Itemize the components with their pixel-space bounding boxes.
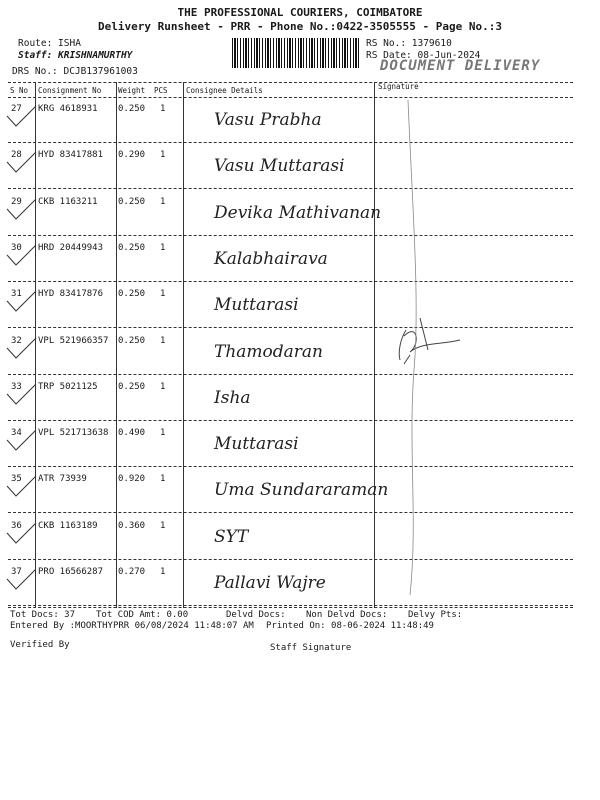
row-consignment-no: HRD 20449943 — [38, 243, 104, 253]
col-weight: Weight — [118, 86, 146, 95]
row-sno: 27 — [11, 104, 22, 114]
row-pcs: 1 — [160, 289, 166, 299]
row-weight: 0.360 — [118, 521, 146, 531]
row-consignee-name: Muttarasi — [214, 434, 299, 454]
row-weight: 0.920 — [118, 474, 146, 484]
row-consignment-no: VPL 521713638 — [38, 428, 109, 438]
row-weight: 0.250 — [118, 104, 146, 114]
total-docs: Tot Docs: 37 — [10, 610, 76, 620]
row-consignee-name: Vasu Prabha — [214, 110, 322, 130]
row-sno: 34 — [11, 428, 22, 438]
row-pcs: 1 — [160, 567, 166, 577]
row-pcs: 1 — [160, 382, 166, 392]
rs-number: RS No.: 1379610 — [366, 38, 452, 49]
row-weight: 0.250 — [118, 289, 146, 299]
rs-date: RS Date: 08-Jun-2024 — [366, 50, 481, 61]
row-pcs: 1 — [160, 243, 166, 253]
signature-stroke — [408, 100, 416, 595]
row-weight: 0.290 — [118, 150, 146, 160]
col-consignment: Consignment No — [38, 86, 102, 95]
row-sno: 33 — [11, 382, 22, 392]
row-consignee-name: Uma Sundararaman — [214, 480, 389, 500]
row-pcs: 1 — [160, 521, 166, 531]
signature-scribble — [399, 318, 460, 364]
row-sno: 35 — [11, 474, 22, 484]
company-title: THE PROFESSIONAL COURIERS, COIMBATORE — [177, 6, 423, 19]
row-consignment-no: PRO 16566287 — [38, 567, 104, 577]
col-signature: Signature — [378, 82, 419, 91]
drs-number: DRS No.: DCJB137961003 — [12, 66, 138, 77]
row-consignment-no: HYD 83417881 — [38, 150, 104, 160]
row-sno: 37 — [11, 567, 22, 577]
col-sno: S No — [10, 86, 29, 95]
col-consignee-details: Consignee Details — [186, 86, 263, 95]
row-consignee-name: Pallavi Wajre — [214, 573, 326, 593]
row-pcs: 1 — [160, 104, 166, 114]
row-weight: 0.250 — [118, 336, 146, 346]
row-pcs: 1 — [160, 474, 166, 484]
row-consignee-name: Kalabhairava — [214, 249, 328, 269]
row-pcs: 1 — [160, 428, 166, 438]
row-sno: 29 — [11, 197, 22, 207]
row-weight: 0.250 — [118, 243, 146, 253]
staff-label: Staff: KRISHNAMURTHY — [18, 50, 133, 61]
non-delivered-docs: Non Delvd Docs: — [306, 610, 388, 620]
row-consignment-no: CKB 1163189 — [38, 521, 98, 531]
row-consignee-name: Isha — [214, 388, 251, 408]
verified-by: Verified By — [10, 640, 70, 650]
row-consignee-name: Devika Mathivanan — [214, 203, 382, 223]
route-label: Route: ISHA — [18, 38, 81, 49]
footer-rule — [8, 607, 573, 608]
total-cod: Tot COD Amt: 0.00 — [96, 610, 189, 620]
row-weight: 0.250 — [118, 197, 146, 207]
row-sno: 36 — [11, 521, 22, 531]
row-consignee-name: Thamodaran — [214, 342, 324, 362]
delivery-points: Delvy Pts: — [408, 610, 463, 620]
row-consignment-no: KRG 4618931 — [38, 104, 98, 114]
delivered-docs: Delvd Docs: — [226, 610, 286, 620]
document-delivery-stamp: DOCUMENT DELIVERY — [380, 58, 541, 74]
row-consignment-no: HYD 83417876 — [38, 289, 104, 299]
row-sno: 31 — [11, 289, 22, 299]
row-pcs: 1 — [160, 150, 166, 160]
printed-on: Printed On: 08-06-2024 11:48:49 — [266, 621, 434, 631]
row-consignee-name: SYT — [214, 527, 249, 547]
row-pcs: 1 — [160, 197, 166, 207]
row-pcs: 1 — [160, 336, 166, 346]
row-sno: 28 — [11, 150, 22, 160]
row-consignee-name: Vasu Muttarasi — [214, 156, 345, 176]
row-weight: 0.490 — [118, 428, 146, 438]
row-weight: 0.270 — [118, 567, 146, 577]
runsheet-subtitle: Delivery Runsheet - PRR - Phone No.:0422-3505555 - Page No.:3 — [98, 20, 502, 33]
row-sno: 30 — [11, 243, 22, 253]
staff-signature: Staff Signature — [270, 643, 352, 653]
row-weight: 0.250 — [118, 382, 146, 392]
row-consignment-no: TRP 5021125 — [38, 382, 98, 392]
col-pcs: PCS — [154, 86, 168, 95]
row-consignment-no: ATR 73939 — [38, 474, 87, 484]
row-sno: 32 — [11, 336, 22, 346]
row-consignment-no: VPL 521966357 — [38, 336, 109, 346]
row-consignment-no: CKB 1163211 — [38, 197, 98, 207]
entered-by: Entered By :MOORTHYPRR 06/08/2024 11:48:07 AM — [10, 621, 254, 631]
row-consignee-name: Muttarasi — [214, 295, 299, 315]
